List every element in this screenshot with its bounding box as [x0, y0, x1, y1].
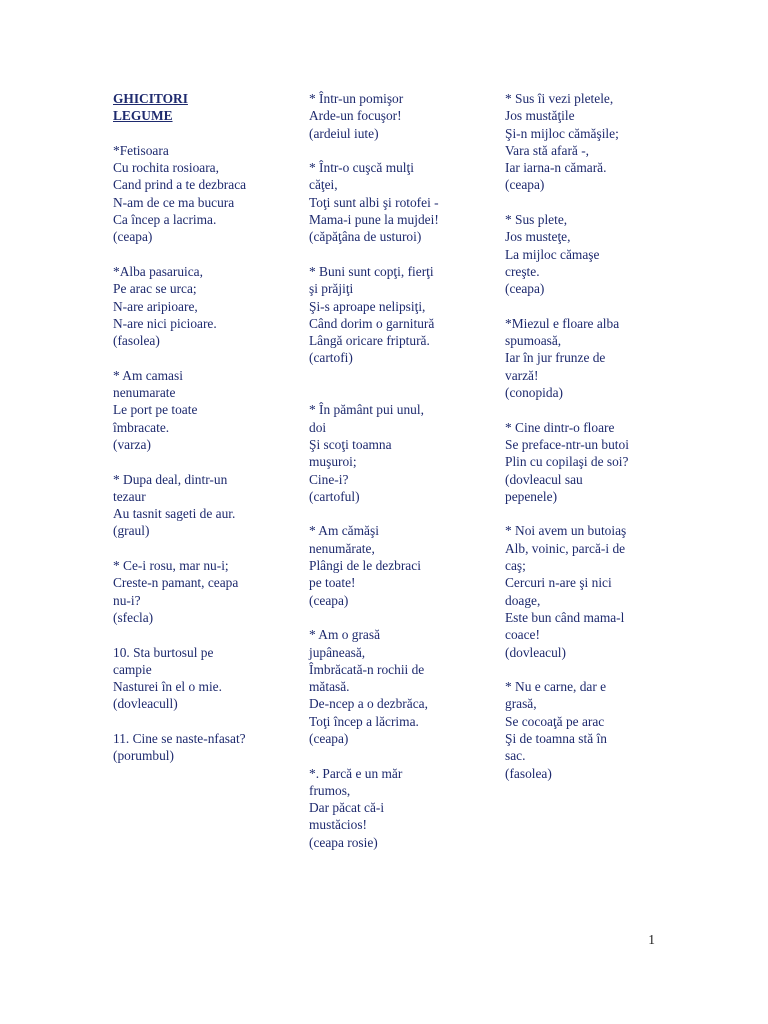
riddle-line: Este bun când mama-l	[505, 609, 625, 625]
riddle-line: nu-i?	[113, 592, 141, 608]
riddle	[309, 765, 489, 851]
riddle-line: * Dupa deal, dintr-un	[113, 471, 228, 487]
riddle-line: sac.	[505, 748, 526, 764]
riddle-answer: (dovleacul)	[505, 644, 566, 660]
riddle-line: frumos,	[309, 782, 351, 798]
riddle-line: Toţi sunt albi şi rotofei -	[309, 194, 439, 210]
column-3	[505, 90, 685, 799]
riddle-answer: (ceapa)	[505, 177, 545, 193]
riddle-answer: (graul)	[113, 523, 150, 539]
riddle-line: * Ce-i rosu, mar nu-i;	[113, 558, 229, 574]
riddle-list	[309, 90, 489, 851]
riddle-line: Jos musteţe,	[505, 229, 571, 245]
riddle-list	[113, 142, 288, 765]
riddle	[505, 90, 685, 194]
riddle-answer: (ceapa rosie)	[309, 834, 378, 850]
riddle-line: Se preface-ntr-un butoi	[505, 436, 629, 452]
riddle-line: Şi scoţi toamna	[309, 436, 392, 452]
riddle	[113, 644, 288, 713]
riddle	[113, 557, 288, 626]
riddle-line: Cercuri n-are şi nici	[505, 575, 612, 591]
riddle-line: (dovleacul sau	[505, 471, 583, 487]
riddle-line: * Sus plete,	[505, 212, 568, 228]
riddle	[505, 419, 685, 505]
riddle-line: Iar iarna-n cămară.	[505, 160, 607, 176]
riddle-line: campie	[113, 661, 152, 677]
document-title	[113, 90, 288, 125]
riddle-line: Mama-i pune la mujdei!	[309, 212, 439, 228]
riddle-line: * Într-un pomişor	[309, 91, 404, 106]
riddle-line: spumoasă,	[505, 333, 562, 349]
riddle	[309, 90, 489, 142]
riddle-line: * Buni sunt copţi, fierţi	[309, 263, 434, 279]
riddle-line: nenumarate	[113, 385, 176, 401]
riddle-line: * Sus îi vezi pletele,	[505, 91, 614, 106]
riddle-line: Cine-i?	[309, 471, 349, 487]
riddle-line: mustăcios!	[309, 817, 368, 833]
riddle-line: Când dorim o garnitură	[309, 315, 435, 331]
riddle-line: 10. Sta burtosul pe	[113, 644, 214, 660]
riddle-line: * Într-o cuşcă mulţi	[309, 160, 414, 176]
riddle-line: doi	[309, 419, 327, 435]
riddle-answer: (căpăţâna de usturoi)	[309, 229, 422, 245]
riddle-line: doage,	[505, 592, 541, 608]
riddle-line: * Nu e carne, dar e	[505, 679, 607, 695]
riddle-line: Şi-s aproape nelipsiţi,	[309, 298, 426, 314]
riddle-line: Îmbrăcată-n rochii de	[309, 661, 425, 677]
riddle-line: Jos mustăţile	[505, 108, 575, 124]
riddle-line: *Alba pasaruica,	[113, 263, 203, 279]
riddle-answer: (cartofi)	[309, 350, 353, 366]
riddle	[113, 142, 288, 246]
riddle-line: N-are nici picioare.	[113, 315, 217, 331]
title-line-1: GHICITORI	[113, 91, 188, 106]
riddle-line: Iar în jur frunze de	[505, 350, 606, 366]
riddle-answer: (varza)	[113, 436, 151, 452]
riddle-answer: (conopida)	[505, 385, 564, 401]
riddle	[505, 522, 685, 660]
riddle-line: La mijloc cămaşe	[505, 246, 600, 262]
riddle-line: Arde-un focuşor!	[309, 108, 402, 124]
riddle-line: Le port pe toate	[113, 402, 198, 418]
riddle-line: Creste-n pamant, ceapa	[113, 575, 239, 591]
riddle-line: * Am o grasă	[309, 627, 381, 643]
riddle-line: Şi-n mijloc cămăşile;	[505, 125, 619, 141]
riddle-line: muşuroi;	[309, 454, 357, 470]
riddle-line: Şi de toamna stă în	[505, 730, 607, 746]
riddle-answer: (ardeiul iute)	[309, 125, 379, 141]
page-number: 1	[648, 932, 655, 947]
riddle-line: 11. Cine se naste-nfasat?	[113, 730, 246, 746]
riddle-line: *Fetisoara	[113, 142, 169, 158]
riddle	[309, 401, 489, 505]
riddle	[309, 159, 489, 245]
riddle-line: grasă,	[505, 696, 537, 712]
riddle	[309, 263, 489, 367]
riddle-line: nenumărate,	[309, 540, 375, 556]
title-line-2: LEGUME	[113, 108, 173, 124]
riddle-line: Vara stă afară -,	[505, 142, 590, 158]
riddle	[309, 626, 489, 747]
riddle	[113, 263, 288, 349]
riddle-line: * Am cămăşi	[309, 523, 379, 539]
riddle-line: N-am de ce ma bucura	[113, 194, 235, 210]
riddle	[113, 471, 288, 540]
riddle-line: * Cine dintr-o floare	[505, 419, 615, 435]
riddle-line: * Noi avem un butoiaş	[505, 523, 627, 539]
riddle-answer: (ceapa)	[309, 592, 349, 608]
riddle-line: varză!	[505, 367, 539, 383]
riddle-line: Toţi încep a lăcrima.	[309, 713, 419, 729]
riddle-answer: (cartoful)	[309, 488, 360, 504]
riddle-line: *Miezul e floare alba	[505, 315, 620, 331]
riddle-line: caş;	[505, 558, 526, 574]
riddle	[113, 367, 288, 453]
riddle-line: Au tasnit sageti de aur.	[113, 506, 236, 522]
riddle-line: Cand prind a te dezbraca	[113, 177, 247, 193]
riddle-line: îmbracate.	[113, 419, 170, 435]
riddle-line: Lângă oricare friptură.	[309, 333, 430, 349]
riddle-answer: (fasolea)	[113, 333, 160, 349]
riddle-line: Cu rochita rosioara,	[113, 160, 219, 176]
riddle-line: creşte.	[505, 263, 540, 279]
riddle	[505, 678, 685, 782]
riddle-line: Se cocoaţă pe arac	[505, 713, 605, 729]
riddle	[113, 730, 288, 765]
riddle-line: Plângi de le dezbraci	[309, 558, 421, 574]
column-1	[113, 90, 288, 782]
riddle-line: *. Parcă e un măr	[309, 765, 403, 781]
riddle-answer: (ceapa)	[505, 281, 545, 297]
riddle-line: Dar păcat că-i	[309, 800, 385, 816]
riddle-line: jupâneasă,	[309, 644, 366, 660]
riddle-answer: pepenele)	[505, 488, 558, 504]
riddle	[505, 211, 685, 297]
column-2	[309, 90, 489, 868]
riddle-line: pe toate!	[309, 575, 356, 591]
riddle-line: Plin cu copilaşi de soi?	[505, 454, 629, 470]
riddle-answer: (dovleacull)	[113, 696, 178, 712]
riddle-line: Ca încep a lacrima.	[113, 212, 217, 228]
riddle-line: * Am camasi	[113, 367, 183, 383]
riddle-answer: (ceapa)	[309, 730, 349, 746]
riddle-line: şi prăjiţi	[309, 281, 354, 297]
riddle-line: De-ncep a o dezbrăca,	[309, 696, 428, 712]
riddle-line: căţei,	[309, 177, 338, 193]
riddle-line: Alb, voinic, parcă-i de	[505, 540, 626, 556]
riddle-answer: (ceapa)	[113, 229, 153, 245]
riddle-line: mătasă.	[309, 679, 350, 695]
riddle-line: N-are aripioare,	[113, 298, 198, 314]
riddle-answer: (fasolea)	[505, 765, 552, 781]
riddle	[309, 522, 489, 608]
riddle-line: tezaur	[113, 488, 146, 504]
riddle-line: Pe arac se urca;	[113, 281, 197, 297]
riddle-list	[505, 90, 685, 782]
riddle-answer: (porumbul)	[113, 748, 174, 764]
riddle-answer: (sfecla)	[113, 609, 154, 625]
riddle-line: Nasturei în el o mie.	[113, 679, 222, 695]
riddle-line: coace!	[505, 627, 540, 643]
riddle-line: * În pământ pui unul,	[309, 402, 424, 418]
spacer	[309, 384, 489, 401]
riddle	[505, 315, 685, 401]
